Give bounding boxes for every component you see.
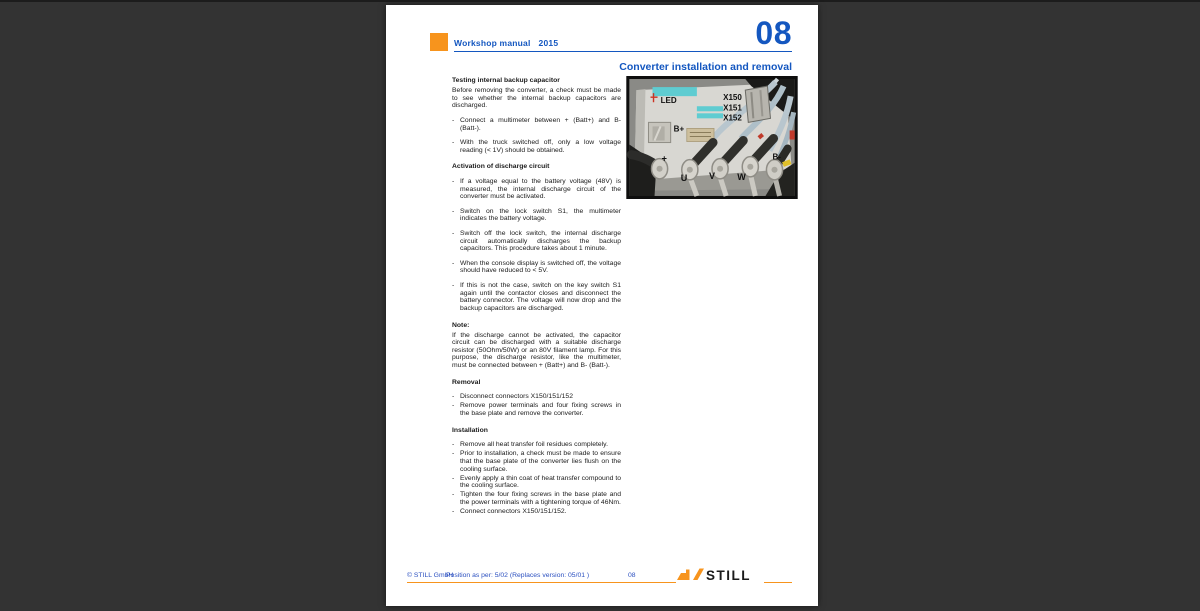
section-heading: Installation: [452, 426, 488, 434]
bullet-item: [452, 491, 621, 506]
paragraph: If the discharge cannot be activated, the capacitor circuit can be discharged with a suitable discharge resistor (50Ohm/50W) or an 80V filament lamp. For this purpose, the discharge resistor, like the multimeter, must be connected between + (Batt+) and B- (Batt-).: [452, 331, 621, 370]
bullet-marker: -: [452, 450, 455, 458]
bullet-item: [452, 441, 621, 449]
bullet-item: [452, 282, 621, 312]
label-u: U: [680, 172, 688, 183]
bullet-item: [452, 393, 621, 401]
label-bminus: B-: [772, 152, 781, 162]
text-column: [452, 77, 621, 516]
bullet-marker: -: [452, 177, 455, 185]
bullet-item: [452, 139, 621, 154]
bullet-item: [452, 508, 621, 516]
teal-strip: [697, 106, 723, 111]
label-x152: X152: [723, 113, 742, 123]
bullet-item: [452, 475, 621, 490]
label-led: LED: [660, 96, 677, 106]
section-heading: Testing internal backup capacitor: [452, 77, 560, 84]
bullet-text: Tighten the four fixing screws in the base plate and the power terminals with a tightening torque of 46Nm.: [460, 491, 621, 506]
still-logo-text: STILL: [706, 568, 751, 583]
bullet-text: If this is not the case, switch on the key switch S1 again until the contactor closes and disconnect the battery connector. The voltage will now drop and the backup capacitors are discharged.: [460, 282, 621, 312]
viewer-top-edge: [0, 0, 1200, 2]
red-connector: [790, 130, 795, 139]
header-rule: [454, 51, 792, 52]
label-x150: X150: [723, 93, 742, 103]
bullet-text: Disconnect connectors X150/151/152: [460, 393, 573, 401]
still-logo-icon: [676, 567, 764, 583]
bullet-marker: -: [452, 402, 455, 410]
bullet-marker: -: [452, 259, 455, 267]
bullet-marker: -: [452, 116, 455, 124]
section-heading: Note:: [452, 321, 470, 329]
chapter-number: 08: [755, 15, 792, 51]
bullet-marker: -: [452, 491, 455, 499]
bullet-text: Prior to installation, a check must be made to ensure that the base plate of the converter lies flush on the cooling surface.: [460, 450, 621, 473]
label-bplus: B+: [673, 124, 685, 134]
bullet-item: [452, 230, 621, 253]
converter-photo: [626, 76, 798, 199]
bullet-marker: -: [452, 393, 455, 401]
bullet-item: [452, 402, 621, 417]
label-plus: +: [661, 153, 667, 164]
bullet-text: Evenly apply a thin coat of heat transfer compound to the cooling surface.: [460, 474, 621, 490]
bullet-text: Switch off the lock switch, the internal discharge circuit automatically discharges the backup capacitors. This procedure takes about 1 minute.: [460, 230, 621, 253]
still-logo: [676, 567, 764, 583]
bullet-marker: -: [452, 441, 455, 449]
footer-copyright: © STILL GmbH: [407, 572, 454, 579]
page-title: Converter installation and removal: [619, 61, 792, 73]
bullet-marker: -: [452, 207, 455, 215]
bullet-item: [452, 117, 621, 132]
connector-block: [745, 86, 770, 122]
bullet-marker: -: [452, 230, 455, 238]
bullet-item: [452, 260, 621, 275]
bullet-item: [452, 208, 621, 223]
bullet-text: When the console display is switched off, the voltage should have reduced to < 5V.: [460, 259, 621, 275]
bullet-text: If a voltage equal to the battery voltage (48V) is measured, the internal discharge circuit of the converter must be activated.: [460, 177, 621, 201]
manual-title: [454, 38, 558, 48]
bullet-text: Connect connectors X150/151/152.: [460, 508, 567, 516]
teal-strip: [697, 113, 723, 118]
bullet-item: [452, 178, 621, 201]
footer-page-number: 08: [628, 572, 636, 579]
label-x151: X151: [723, 103, 742, 113]
brand-orange-square: [430, 33, 448, 51]
bullet-text: Remove power terminals and four fixing screws in the base plate and remove the converter.: [460, 402, 621, 417]
label-w: W: [737, 171, 746, 182]
bullet-text: With the truck switched off, only a low voltage reading (< 1V) should be obtained.: [460, 139, 621, 154]
document-page: [386, 5, 818, 606]
manual-title-text: Workshop manual: [454, 38, 531, 48]
bullet-item: [452, 450, 621, 473]
bullet-marker: -: [452, 282, 455, 290]
label-v: V: [708, 170, 716, 181]
bullet-marker: -: [452, 474, 455, 482]
manual-year: 2015: [538, 38, 559, 48]
section-heading: Activation of discharge circuit: [452, 163, 550, 171]
section-heading: Removal: [452, 378, 481, 386]
teal-strip: [653, 87, 697, 96]
bullet-text: Remove all heat transfer foil residues completely.: [460, 441, 608, 449]
bullet-text: Switch on the lock switch S1, the multimeter indicates the battery voltage.: [460, 207, 621, 223]
converter-photo-illustration: [626, 76, 798, 199]
paragraph: Before removing the converter, a check must be made to see whether the internal backup capacitors are discharged.: [452, 87, 621, 110]
footer-version-info: Position as per: 5/02 (Replaces version: 05/01 ): [446, 572, 590, 579]
bullet-marker: -: [452, 508, 455, 516]
bullet-text: Connect a multimeter between + (Batt+) and B- (Batt-).: [460, 116, 621, 132]
bullet-marker: -: [452, 139, 455, 147]
